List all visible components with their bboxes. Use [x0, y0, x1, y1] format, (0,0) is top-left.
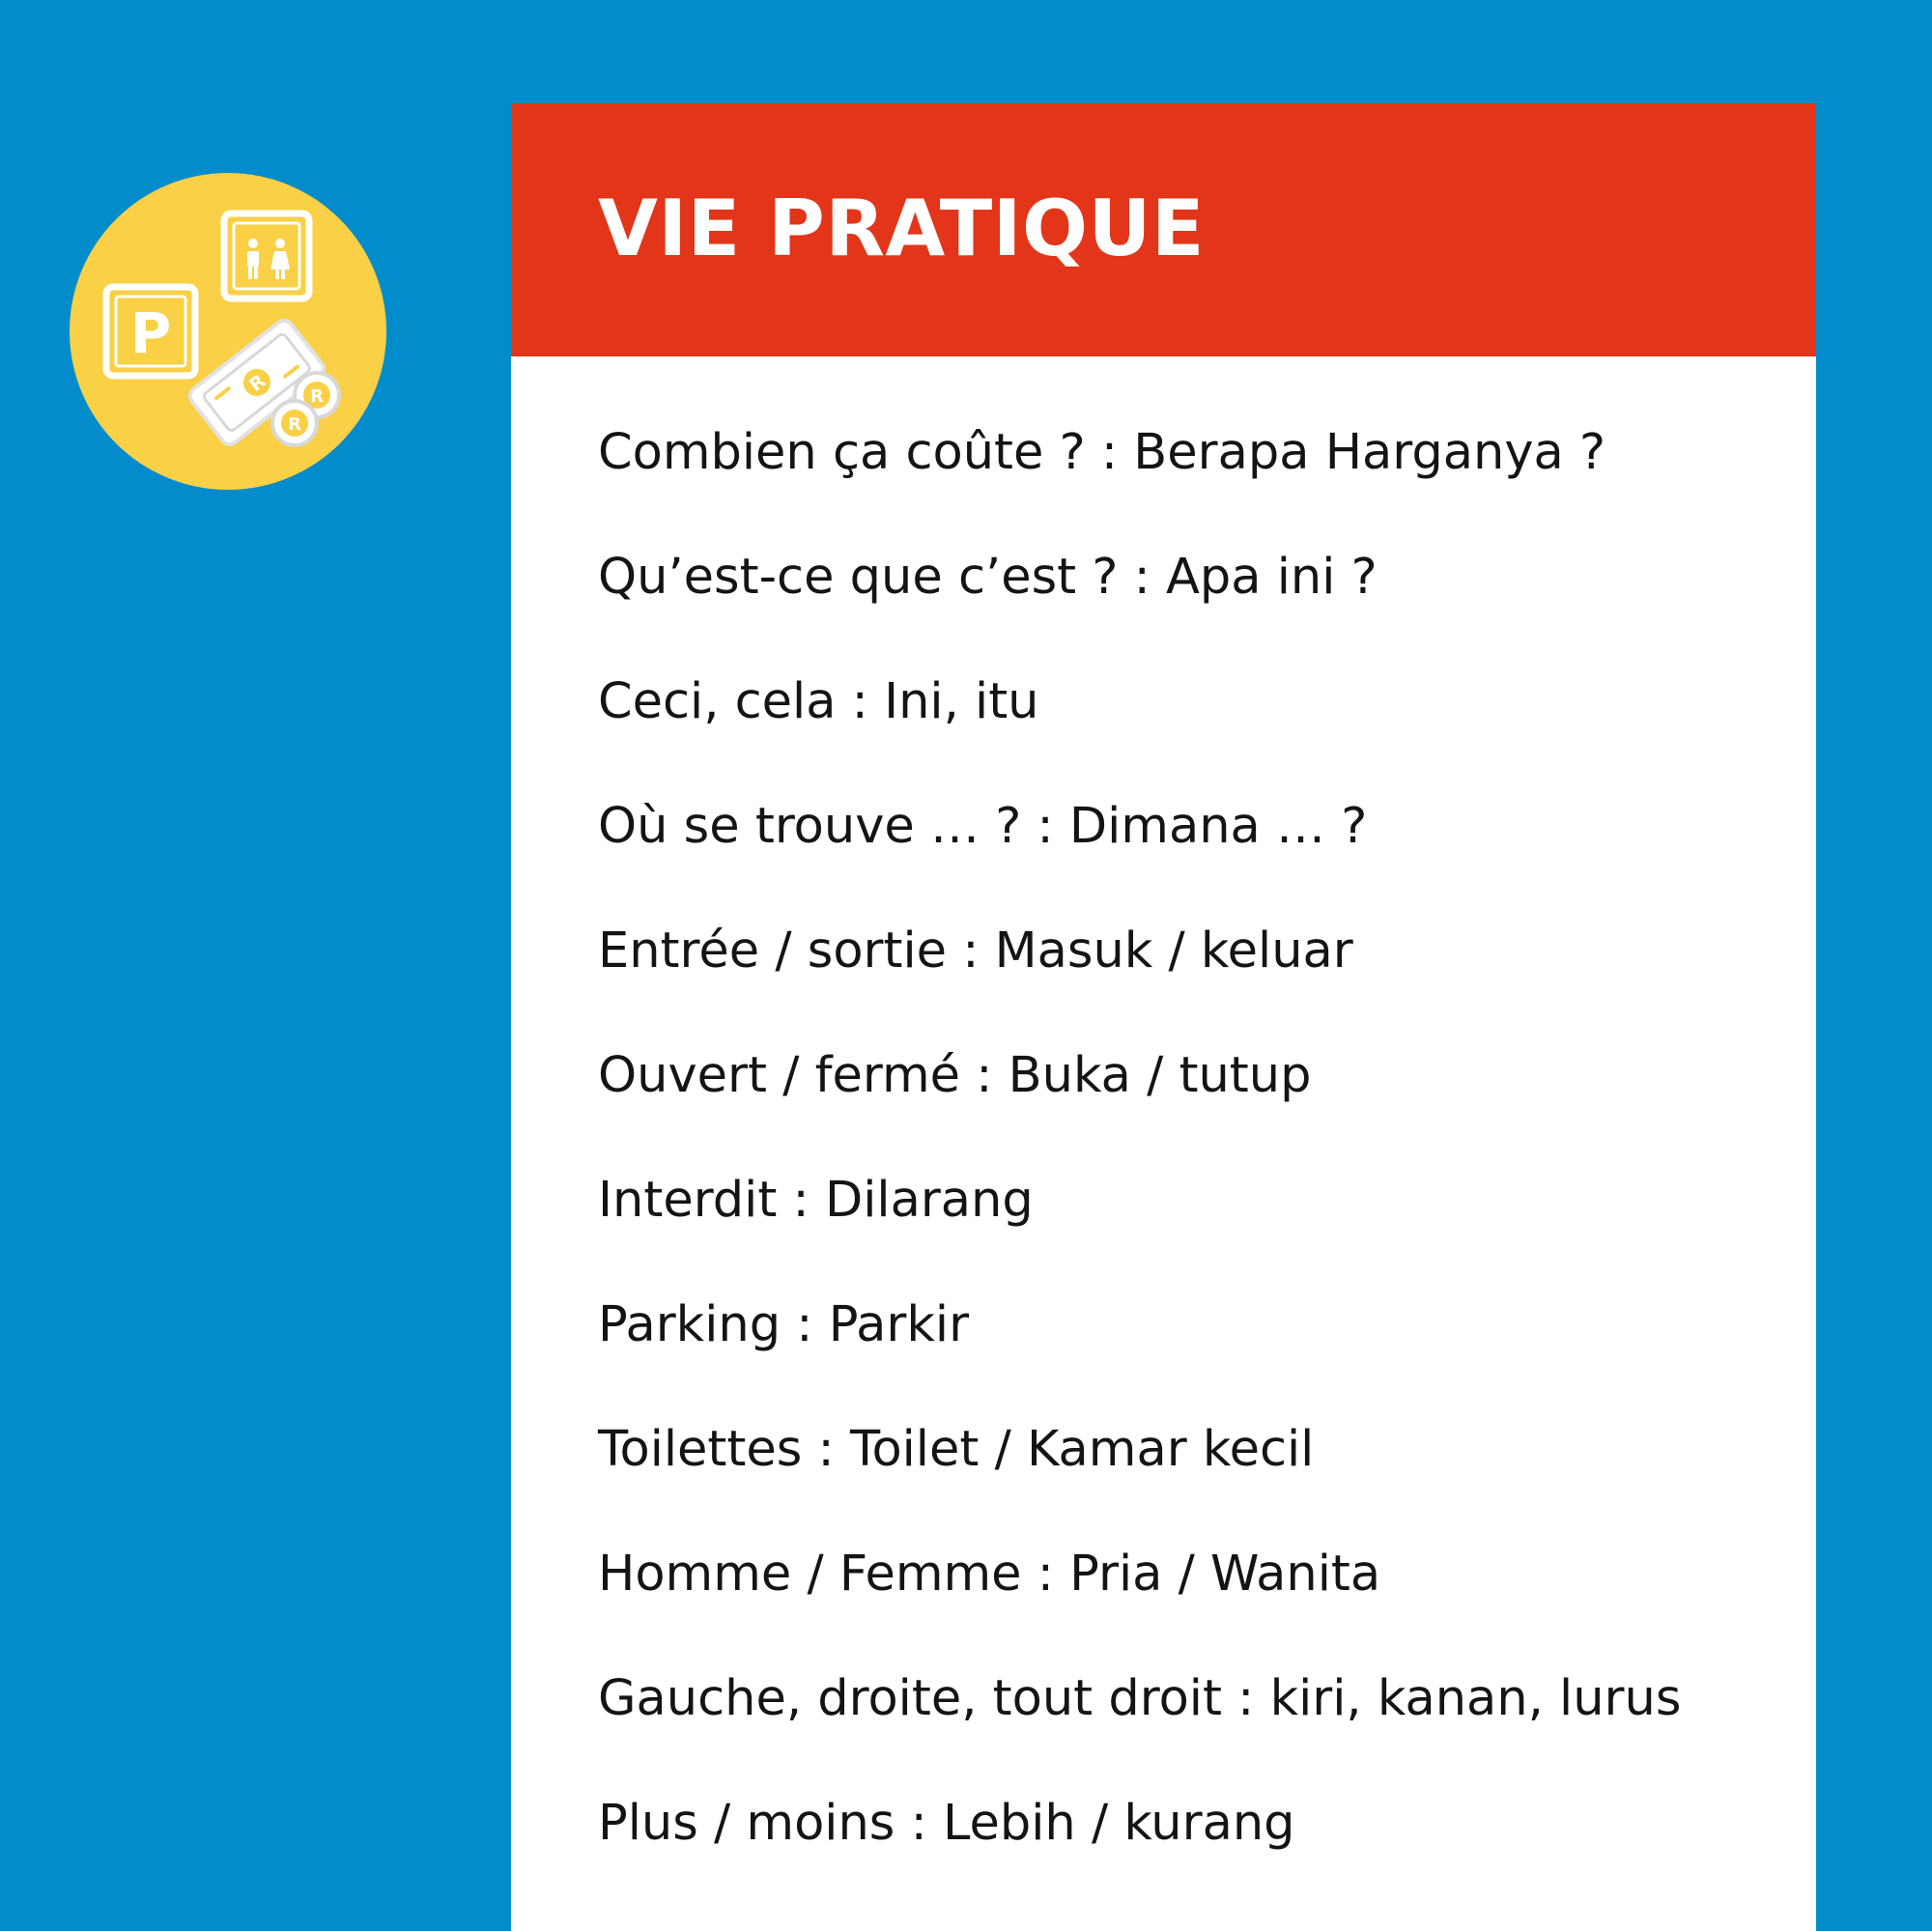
card-header: [511, 103, 1816, 356]
parking-sign-icon: [106, 287, 195, 376]
phrase-list: [598, 414, 1681, 1910]
phrase-item: Interdit : Dilarang: [598, 1172, 1034, 1229]
toilet-sign-icon: [224, 213, 309, 298]
phrase-item: Toilettes : Toilet / Kamar kecil: [598, 1421, 1315, 1478]
phrase-item: Où se trouve … ? : Dimana … ?: [598, 798, 1368, 855]
phrase-item: Ceci, cela : Ini, itu: [598, 673, 1039, 730]
phrase-item: Homme / Femme : Pria / Wanita: [598, 1546, 1381, 1603]
phrase-item: Plus / moins : Lebih / kurang: [598, 1795, 1295, 1852]
svg-text:R: R: [288, 414, 301, 435]
phrase-item: Qu’est-ce que c’est ? : Apa ini ?: [598, 549, 1378, 606]
phrase-card: [511, 103, 1816, 1931]
svg-text:P: P: [129, 300, 172, 366]
badge-illustration: [70, 173, 386, 490]
money-icon: [186, 317, 339, 447]
practical-life-badge: [70, 173, 386, 490]
svg-text:R: R: [245, 370, 270, 396]
phrase-item: Ouvert / fermé : Buka / tutup: [598, 1047, 1312, 1104]
svg-text:R: R: [310, 386, 324, 407]
phrase-item: Parking : Parkir: [598, 1296, 970, 1353]
phrase-item: Gauche, droite, tout droit : kiri, kanan, lurus: [598, 1670, 1682, 1727]
card-title: VIE PRATIQUE: [598, 184, 1206, 273]
phrase-item: Entrée / sortie : Masuk / keluar: [598, 923, 1353, 980]
phrase-item: Combien ça coûte ? : Berapa Harganya ?: [598, 424, 1606, 481]
